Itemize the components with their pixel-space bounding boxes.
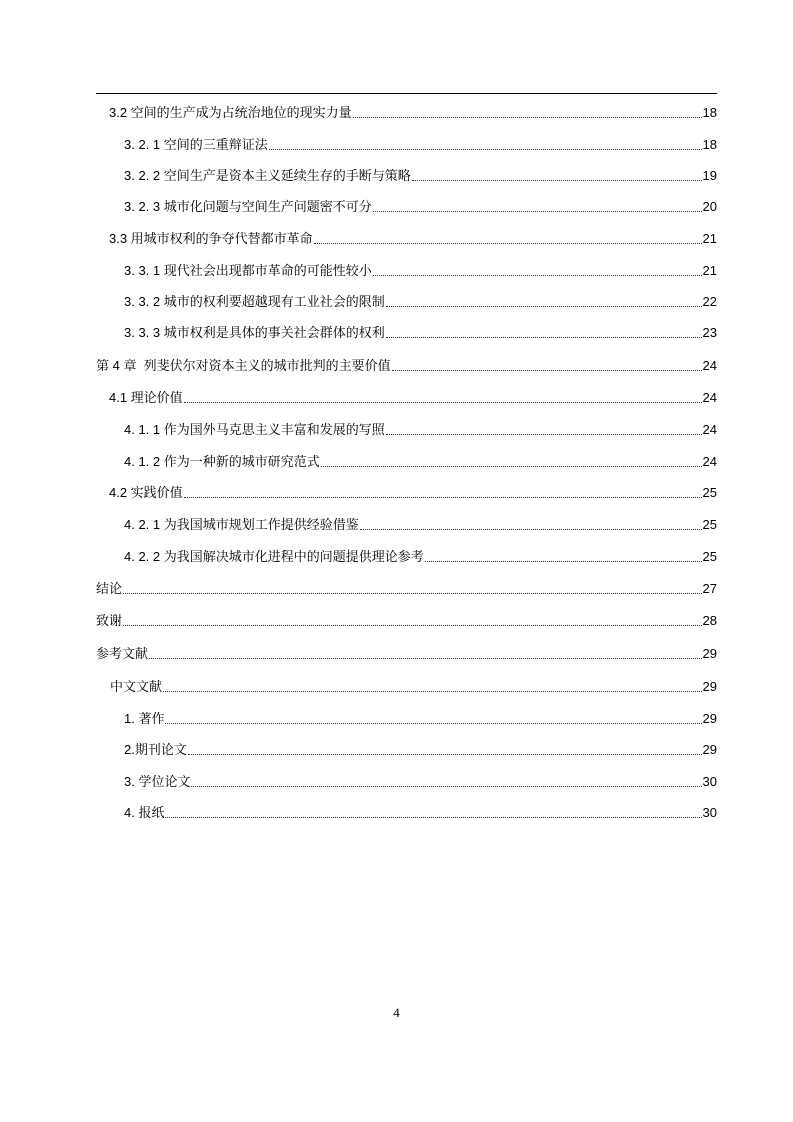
toc-entry-label: 4. 2. 2 为我国解决城市化进程中的问题提供理论参考 (124, 549, 424, 564)
header-rule (96, 93, 717, 94)
toc-entry-page: 24 (702, 422, 717, 437)
toc-entry-label: 3. 2. 1 空间的三重辩证法 (124, 137, 268, 152)
dot-leader (184, 497, 702, 498)
toc-entry (109, 484, 717, 502)
toc-entry-label: 中文文献 (110, 679, 163, 694)
toc-entry (109, 230, 717, 248)
toc-entry-page: 24 (702, 358, 717, 373)
toc-entry-page: 21 (702, 231, 717, 246)
toc-entry-label: 4. 2. 1 为我国城市规划工作提供经验借鉴 (124, 517, 359, 532)
dot-leader (165, 817, 701, 818)
toc-entry (110, 678, 717, 696)
page-number: 4 (393, 1005, 400, 1020)
toc-entry (124, 167, 717, 185)
toc-entry-label: 3.3 用城市权利的争夺代替都市革命 (109, 231, 313, 246)
toc-entry (109, 104, 717, 122)
toc-entry (124, 548, 717, 566)
toc-entry (124, 773, 717, 791)
dot-leader (373, 211, 702, 212)
toc-entry (124, 293, 717, 311)
toc-entry-label: 4. 1. 1 作为国外马克思主义丰富和发展的写照 (124, 422, 385, 437)
dot-leader (314, 243, 702, 244)
dot-leader (149, 658, 702, 659)
dot-leader (165, 723, 701, 724)
toc-entry-label: 第 4 章 列斐伏尔对资本主义的城市批判的主要价值 (96, 358, 391, 373)
toc-entry-page: 25 (702, 485, 717, 500)
dot-leader (321, 466, 702, 467)
dot-leader (353, 117, 702, 118)
toc-entry-label: 4.1 理论价值 (109, 390, 183, 405)
toc-entry-label: 致谢 (96, 613, 123, 628)
toc-entry-page: 29 (702, 711, 717, 726)
dot-leader (191, 786, 701, 787)
dot-leader (386, 306, 702, 307)
toc-entry-page: 29 (702, 646, 717, 661)
dot-leader (373, 275, 702, 276)
toc-entry-label: 2.期刊论文 (124, 742, 187, 757)
toc-entry-page: 29 (702, 742, 717, 757)
toc-entry-label: 4. 1. 2 作为一种新的城市研究范式 (124, 454, 320, 469)
toc-entry-label: 3.2 空间的生产成为占统治地位的现实力量 (109, 105, 352, 120)
dot-leader (123, 593, 702, 594)
toc-entry (96, 645, 717, 663)
dot-leader (425, 561, 702, 562)
toc-entry-label: 1. 著作 (124, 711, 165, 726)
toc-entry-page: 25 (702, 517, 717, 532)
toc-entry (124, 804, 717, 822)
dot-leader (360, 529, 702, 530)
toc-entry-page: 20 (702, 199, 717, 214)
toc-entry-page: 28 (702, 613, 717, 628)
toc-entry (124, 136, 717, 154)
toc-entry-page: 19 (702, 168, 717, 183)
toc-entry-page: 18 (702, 137, 717, 152)
toc-entry-label: 3. 2. 3 城市化问题与空间生产问题密不可分 (124, 199, 372, 214)
dot-leader (188, 754, 702, 755)
toc-entry-page: 25 (702, 549, 717, 564)
dot-leader (123, 625, 702, 626)
toc-entry-page: 18 (702, 105, 717, 120)
toc-entry-label: 4. 报纸 (124, 805, 165, 820)
toc-entry-label: 3. 3. 1 现代社会出现都市革命的可能性较小 (124, 263, 372, 278)
toc-entry-label: 4.2 实践价值 (109, 485, 183, 500)
toc-entry-label: 3. 2. 2 空间生产是资本主义延续生存的手断与策略 (124, 168, 411, 183)
toc-entry-label: 参考文献 (96, 646, 149, 661)
toc-entry (96, 612, 717, 630)
toc-entry-label: 结论 (96, 581, 123, 596)
toc-entry (124, 198, 717, 216)
toc-entry-page: 22 (702, 294, 717, 309)
toc-entry-label: 3. 3. 3 城市权利是具体的事关社会群体的权利 (124, 325, 385, 340)
toc-entry (109, 389, 717, 407)
toc-entry (124, 453, 717, 471)
toc-entry-page: 21 (702, 263, 717, 278)
toc-entry (124, 516, 717, 534)
toc-entry (96, 357, 717, 375)
dot-leader (269, 149, 702, 150)
toc-entry (124, 324, 717, 342)
toc-entry (124, 421, 717, 439)
toc-entry-label: 3. 3. 2 城市的权利要超越现有工业社会的限制 (124, 294, 385, 309)
dot-leader (184, 402, 702, 403)
toc-entry-page: 24 (702, 390, 717, 405)
toc-entry-page: 30 (702, 774, 717, 789)
dot-leader (163, 691, 702, 692)
dot-leader (412, 180, 702, 181)
toc-entry-page: 29 (702, 679, 717, 694)
toc-entry (96, 580, 717, 598)
toc-entry-label: 3. 学位论文 (124, 774, 191, 789)
toc-entry-page: 27 (702, 581, 717, 596)
toc-entry-page: 30 (702, 805, 717, 820)
dot-leader (386, 434, 702, 435)
toc-entry (124, 262, 717, 280)
dot-leader (392, 370, 702, 371)
toc-entry (124, 741, 717, 759)
toc-entry-page: 24 (702, 454, 717, 469)
dot-leader (386, 337, 702, 338)
toc-entry-page: 23 (702, 325, 717, 340)
toc-entry (124, 710, 717, 728)
